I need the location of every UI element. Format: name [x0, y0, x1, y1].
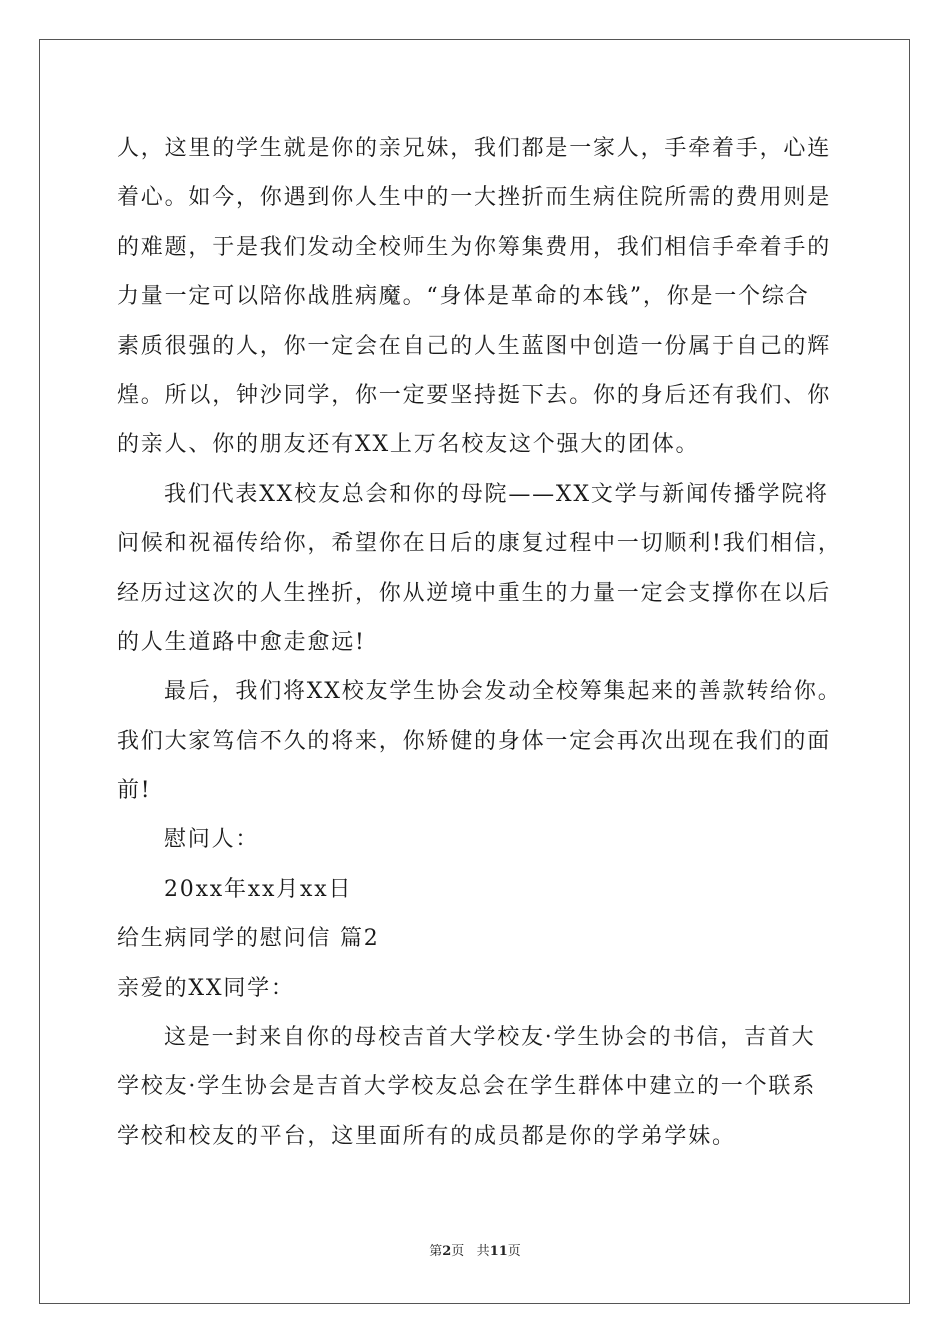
- text-line: 的难题，于是我们发动全校师生为你筹集费用，我们相信手牵着手的: [117, 234, 832, 260]
- text-line: 慰问人：: [164, 827, 260, 853]
- footer-total-suffix: 页: [507, 1244, 521, 1259]
- text-line: 经历过这次的人生挫折，你从逆境中重生的力量一定会支撑你在以后: [117, 580, 832, 606]
- page-footer: [0, 1240, 950, 1259]
- text-line: 的人生道路中愈走愈远!: [117, 629, 366, 655]
- text-line: 素质很强的人，你一定会在自己的人生蓝图中创造一份属于自己的辉: [117, 333, 832, 359]
- text-line: 煌。所以，钟沙同学，你一定要坚持挺下去。你的身后还有我们、你: [117, 382, 832, 408]
- text-line: 人，这里的学生就是你的亲兄妹，我们都是一家人，手牵着手，心连: [117, 136, 832, 161]
- footer-page-number: 2: [442, 1244, 452, 1259]
- text-line: 问候和祝福传给你，希望你在日后的康复过程中一切顺利!我们相信，: [117, 531, 842, 557]
- text-line: 学校友·学生协会是吉首大学校友总会在学生群体中建立的一个联系: [117, 1074, 816, 1100]
- text-line: 力量一定可以陪你战胜病魔。“身体是革命的本钱”，你是一个综合: [117, 284, 810, 310]
- text-line: 最后，我们将XX校友学生协会发动全校筹集起来的善款转给你。: [164, 679, 842, 705]
- text-line: 20xx年xx月xx日: [164, 876, 353, 902]
- text-line: 我们大家笃信不久的将来，你矫健的身体一定会再次出现在我们的面: [117, 728, 832, 754]
- text-line: 这是一封来自你的母校吉首大学校友·学生协会的书信，吉首大: [164, 1025, 816, 1051]
- text-line: 给生病同学的慰问信 篇2: [117, 926, 380, 952]
- document-body: [117, 124, 852, 1161]
- footer-total-pages: 11: [489, 1244, 508, 1259]
- text-line: 我们代表XX校友总会和你的母院——XX文学与新闻传播学院将: [164, 481, 829, 507]
- footer-page-prefix: 第: [429, 1244, 443, 1259]
- text-line: 亲爱的XX同学：: [117, 975, 295, 1001]
- text-line: 学校和校友的平台，这里面所有的成员都是你的学弟学妹。: [117, 1123, 736, 1149]
- text-line: 的亲人、你的朋友还有XX上万名校友这个强大的团体。: [117, 432, 700, 458]
- text-line: 着心。如今，你遇到你人生中的一大挫折而生病住院所需的费用则是: [117, 185, 832, 211]
- footer-page-suffix: 页: [451, 1244, 465, 1259]
- text-line: 前!: [117, 778, 152, 804]
- footer-total-prefix: 共: [476, 1244, 490, 1259]
